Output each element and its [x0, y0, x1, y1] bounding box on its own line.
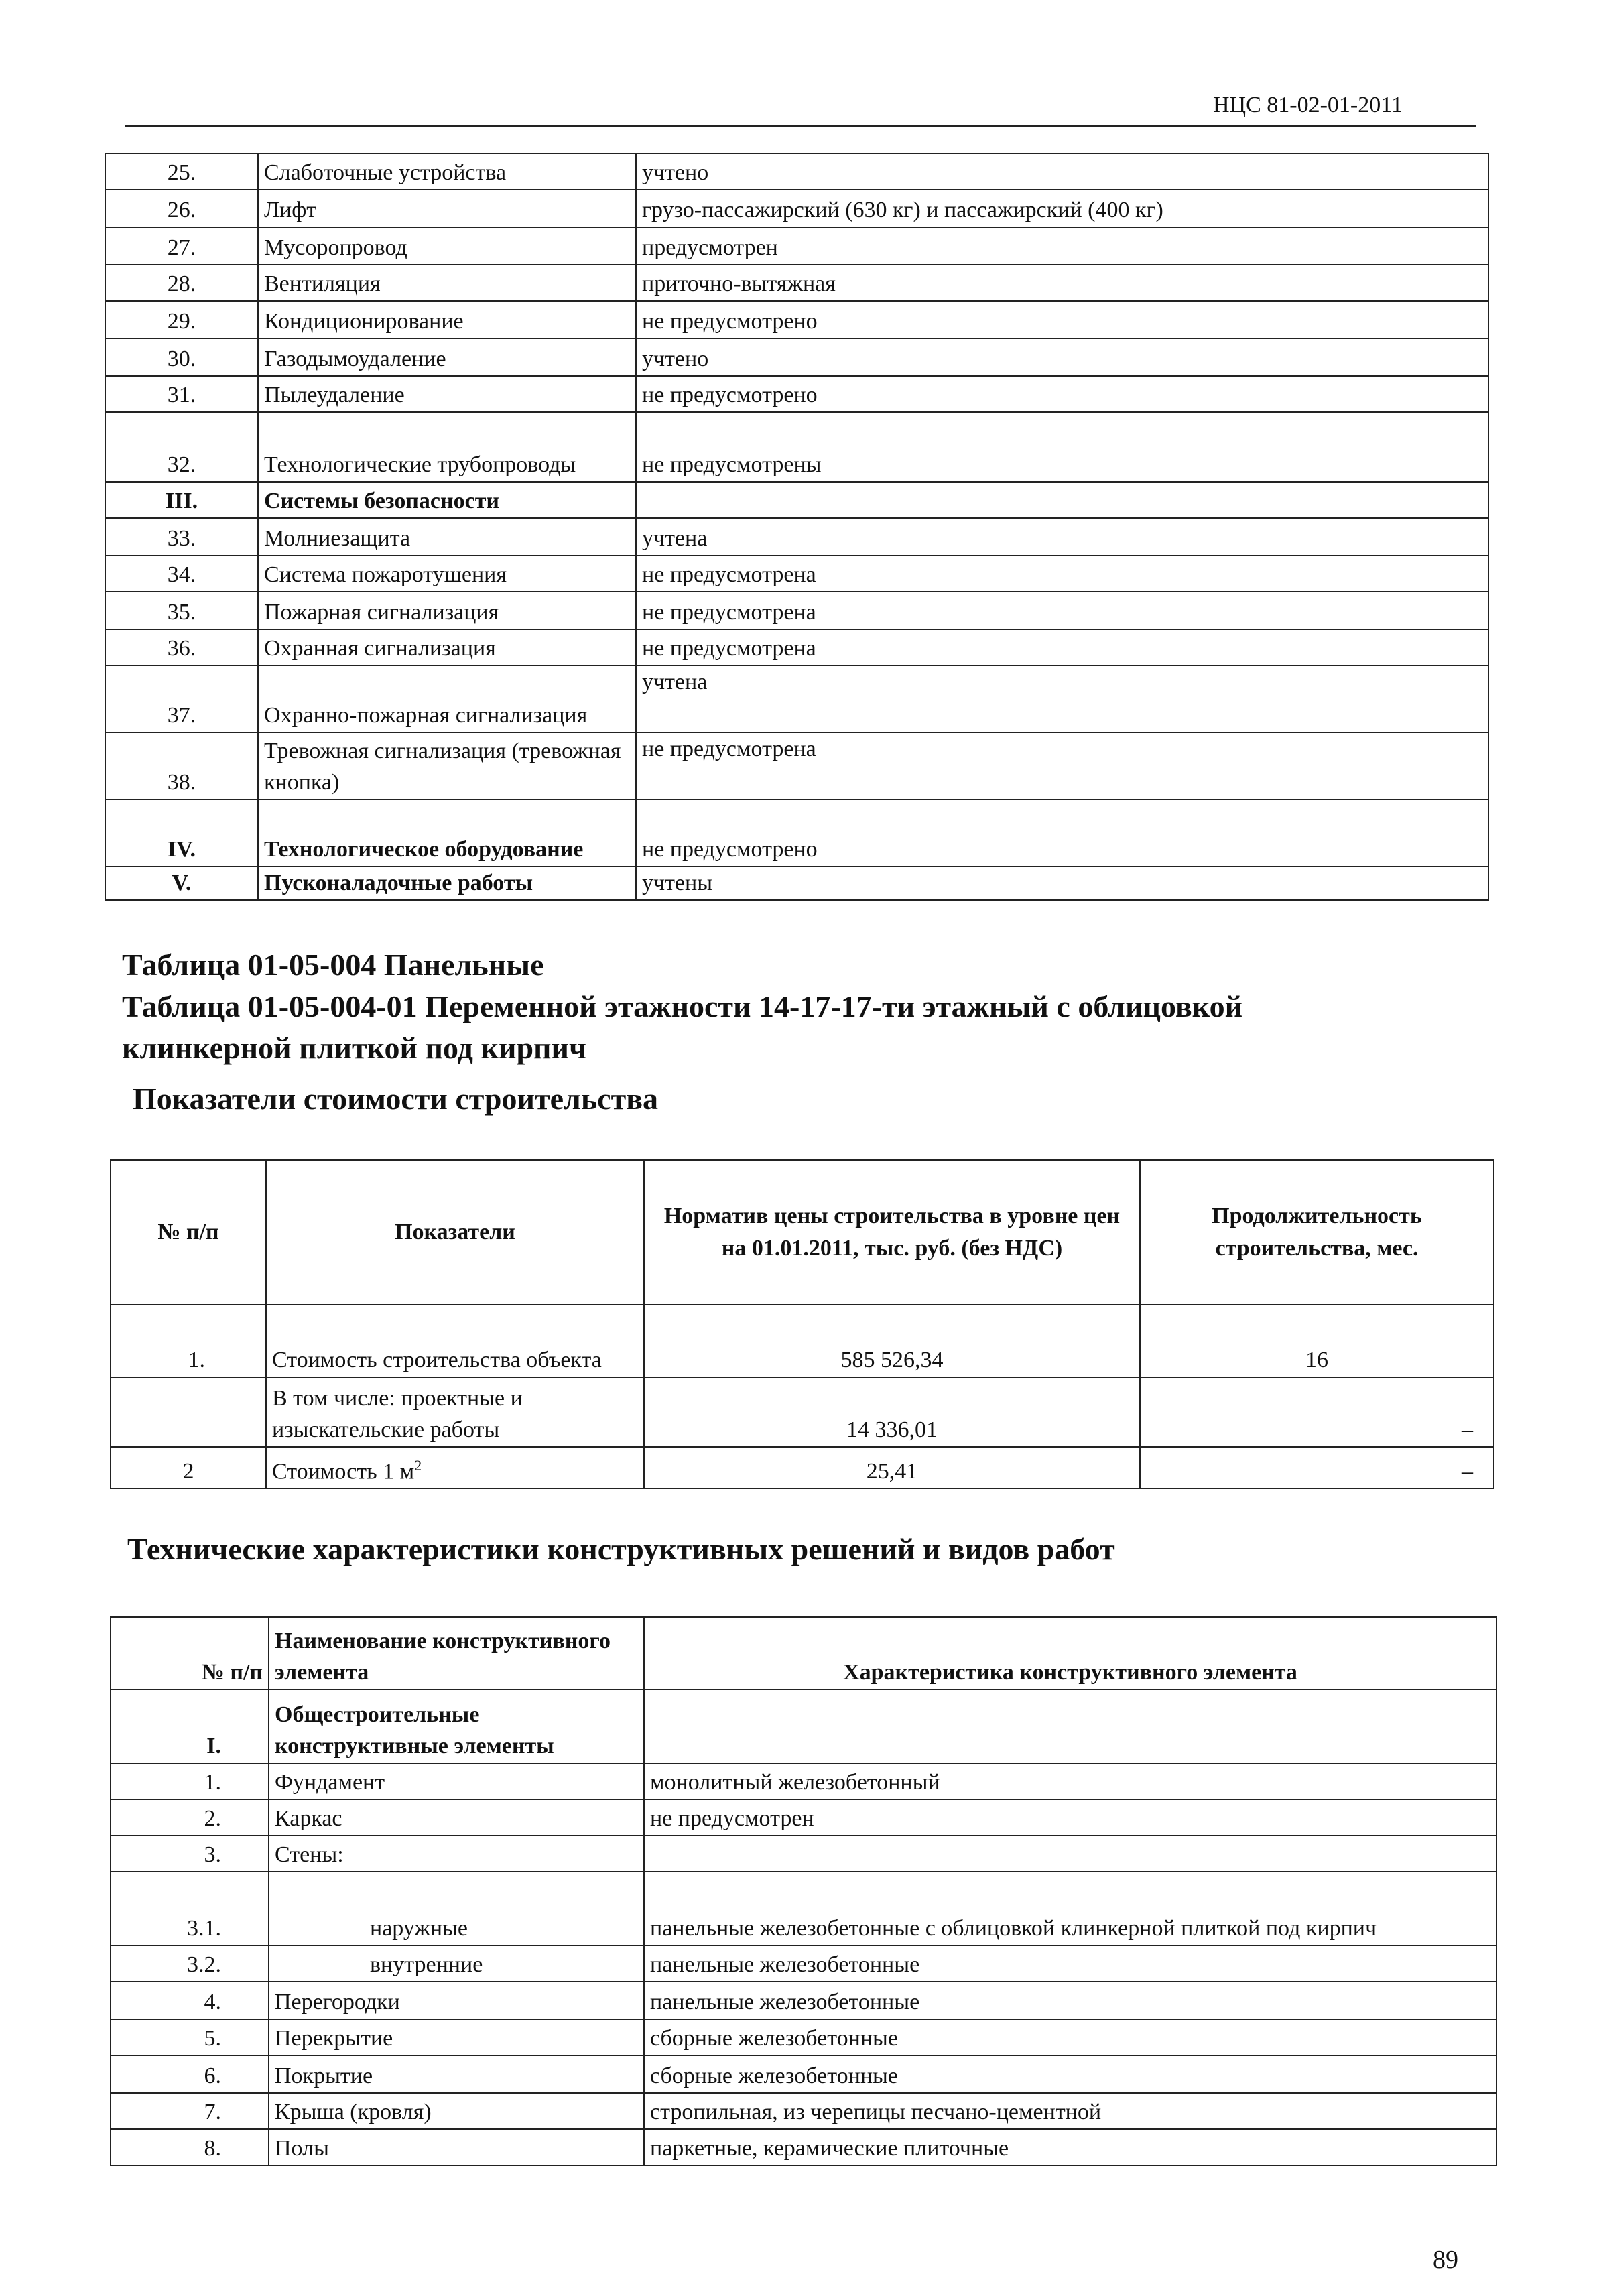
duration-value: 16: [1140, 1305, 1494, 1377]
row-number: 2.: [111, 1799, 269, 1836]
element-name: Пылеудаление: [258, 376, 636, 412]
tech-specs-table: [110, 1616, 1497, 2166]
element-name: Лифт: [258, 190, 636, 227]
element-value: не предусмотрена: [636, 556, 1488, 592]
element-name: Охранно-пожарная сигнализация: [258, 665, 636, 732]
element-value: учтены: [636, 867, 1488, 900]
col-header-characteristic: Характеристика конструктивного элемента: [644, 1617, 1496, 1689]
table-row: [105, 227, 1488, 265]
col-header-indicator: Показатели: [266, 1160, 644, 1305]
row-number: 2: [111, 1447, 266, 1488]
row-number: 3.1.: [111, 1872, 269, 1946]
element-name: Кондиционирование: [258, 301, 636, 338]
row-number: 34.: [105, 556, 258, 592]
row-number: 6.: [111, 2055, 269, 2093]
table-row: [105, 190, 1488, 227]
table-row: [105, 153, 1488, 190]
indicator-name: Стоимость строительства объекта: [266, 1305, 644, 1377]
row-number: 30.: [105, 338, 258, 376]
element-value: [644, 1836, 1496, 1872]
element-value: паркетные, керамические плиточные: [644, 2129, 1496, 2165]
element-name: Технологические трубопроводы: [258, 412, 636, 482]
element-value: панельные железобетонные: [644, 1946, 1496, 1982]
duration-value: –: [1140, 1377, 1494, 1447]
header-rule: [125, 125, 1476, 127]
section-row: [105, 867, 1488, 900]
element-name: Покрытие: [269, 2055, 644, 2093]
element-name: Перекрытие: [269, 2019, 644, 2055]
row-number: 38.: [105, 732, 258, 800]
table-row: [111, 2129, 1496, 2165]
table-row: [105, 665, 1488, 732]
row-number: 31.: [105, 376, 258, 412]
element-name: Каркас: [269, 1799, 644, 1836]
table-row: [111, 1447, 1494, 1488]
header-row: [111, 1617, 1496, 1689]
indicator-name: В том числе: проектные и изыскательские работы: [266, 1377, 644, 1447]
table-row: [111, 1836, 1496, 1872]
element-name: Стены:: [269, 1836, 644, 1872]
row-number: 32.: [105, 412, 258, 482]
element-name: внутренние: [269, 1946, 644, 1982]
table-row: [105, 556, 1488, 592]
table-row: [111, 2019, 1496, 2055]
element-name: Фундамент: [269, 1763, 644, 1799]
col-header-norm: Норматив цены строительства в уровне цен на 01.01.2011, тыс. руб. (без НДС): [644, 1160, 1140, 1305]
table-row: [111, 1763, 1496, 1799]
section-name: Технологическое оборудование: [258, 800, 636, 867]
norm-value: 25,41: [644, 1447, 1140, 1488]
section-row: [111, 1689, 1496, 1763]
element-name: Пожарная сигнализация: [258, 592, 636, 629]
tech-specs-heading: Технические характеристики конструктивных решений и видов работ: [127, 1532, 1115, 1566]
element-name: Перегородки: [269, 1982, 644, 2019]
table-row: [111, 1377, 1494, 1447]
element-value: не предусмотрено: [636, 301, 1488, 338]
section-name: Общестроительные конструктивные элементы: [269, 1689, 644, 1763]
table-title: Таблица 01-05-004 Панельные: [122, 948, 544, 982]
table-row: [105, 592, 1488, 629]
col-header-duration: Продолжительность строительства, мес.: [1140, 1160, 1494, 1305]
col-header-num: № п/п: [111, 1160, 266, 1305]
element-value: не предусмотрен: [644, 1799, 1496, 1836]
row-number: 26.: [105, 190, 258, 227]
indicator-name: [266, 1447, 644, 1488]
table-row: [105, 265, 1488, 301]
section-number: V.: [105, 867, 258, 900]
row-number: 7.: [111, 2093, 269, 2129]
element-value: не предусмотрены: [636, 412, 1488, 482]
table-row: [105, 376, 1488, 412]
section-number: I.: [111, 1689, 269, 1763]
element-name: Крыша (кровля): [269, 2093, 644, 2129]
element-name: Вентиляция: [258, 265, 636, 301]
element-value: стропильная, из черепицы песчано-цементной: [644, 2093, 1496, 2129]
table-row: [105, 338, 1488, 376]
col-header-element: Наименование конструктивного элемента: [269, 1617, 644, 1689]
table-row: [111, 2055, 1496, 2093]
row-number: 36.: [105, 629, 258, 665]
norm-value: 585 526,34: [644, 1305, 1140, 1377]
element-name: Охранная сигнализация: [258, 629, 636, 665]
page-number: 89: [1433, 2246, 1458, 2274]
element-name: Тревожная сигнализация (тревожная кнопка): [258, 732, 636, 800]
section-number: IV.: [105, 800, 258, 867]
row-number: 27.: [105, 227, 258, 265]
table-row: [111, 1872, 1496, 1946]
indicator-name-text: Стоимость 1 м: [272, 1459, 415, 1484]
element-value: учтена: [636, 665, 1488, 732]
section-row: [105, 482, 1488, 518]
element-value: панельные железобетонные с облицовкой клинкерной плиткой под кирпич: [644, 1872, 1496, 1946]
element-value: учтена: [636, 518, 1488, 556]
row-number: 35.: [105, 592, 258, 629]
row-number: 5.: [111, 2019, 269, 2055]
row-number: 1.: [111, 1305, 266, 1377]
element-value: не предусмотрено: [636, 800, 1488, 867]
element-value: не предусмотрено: [636, 376, 1488, 412]
table-row: [105, 629, 1488, 665]
element-value: грузо-пассажирский (630 кг) и пассажирский (400 кг): [636, 190, 1488, 227]
element-value: приточно-вытяжная: [636, 265, 1488, 301]
section-name: Системы безопасности: [258, 482, 636, 518]
cost-indicators-heading: Показатели стоимости строительства: [133, 1082, 659, 1116]
row-number: 28.: [105, 265, 258, 301]
table-row: [105, 301, 1488, 338]
element-value: не предусмотрена: [636, 592, 1488, 629]
header-row: [111, 1160, 1494, 1305]
superscript: 2: [414, 1457, 422, 1474]
element-value: сборные железобетонные: [644, 2019, 1496, 2055]
element-name: Молниезащита: [258, 518, 636, 556]
norm-value: 14 336,01: [644, 1377, 1140, 1447]
element-name: Слаботочные устройства: [258, 153, 636, 190]
table-row: [111, 1946, 1496, 1982]
subtable-title-line2: клинкерной плиткой под кирпич: [122, 1031, 586, 1065]
row-number: 3.2.: [111, 1946, 269, 1982]
element-value: не предусмотрена: [636, 629, 1488, 665]
col-header-num: № п/п: [111, 1617, 269, 1689]
element-value: не предусмотрена: [636, 732, 1488, 800]
duration-value: –: [1140, 1447, 1494, 1488]
element-value: монолитный железобетонный: [644, 1763, 1496, 1799]
element-value: панельные железобетонные: [644, 1982, 1496, 2019]
document-code: НЦС 81-02-01-2011: [1213, 92, 1403, 117]
table-row: [105, 732, 1488, 800]
row-number: 3.: [111, 1836, 269, 1872]
table-row: [105, 518, 1488, 556]
row-number: 4.: [111, 1982, 269, 2019]
subtable-title-line1: Таблица 01-05-004-01 Переменной этажности 14-17-17-ти этажный с облицовкой: [122, 989, 1243, 1023]
table-row: [111, 1799, 1496, 1836]
table-row: [111, 2093, 1496, 2129]
engineering-systems-table: [105, 153, 1489, 901]
element-name: наружные: [269, 1872, 644, 1946]
element-name: Система пожаротушения: [258, 556, 636, 592]
element-value: [644, 1689, 1496, 1763]
row-number: 25.: [105, 153, 258, 190]
element-name: Мусоропровод: [258, 227, 636, 265]
section-number: III.: [105, 482, 258, 518]
element-value: [636, 482, 1488, 518]
element-value: учтено: [636, 338, 1488, 376]
section-row: [105, 800, 1488, 867]
table-row: [105, 412, 1488, 482]
element-value: учтено: [636, 153, 1488, 190]
row-number: 1.: [111, 1763, 269, 1799]
table-row: [111, 1982, 1496, 2019]
element-name: Полы: [269, 2129, 644, 2165]
row-number: 33.: [105, 518, 258, 556]
row-number: [111, 1377, 266, 1447]
table-row: [111, 1305, 1494, 1377]
row-number: 37.: [105, 665, 258, 732]
element-value: сборные железобетонные: [644, 2055, 1496, 2093]
section-name: Пусконаладочные работы: [258, 867, 636, 900]
cost-indicators-table: [110, 1159, 1494, 1489]
element-name: Газодымоудаление: [258, 338, 636, 376]
row-number: 8.: [111, 2129, 269, 2165]
element-value: предусмотрен: [636, 227, 1488, 265]
row-number: 29.: [105, 301, 258, 338]
